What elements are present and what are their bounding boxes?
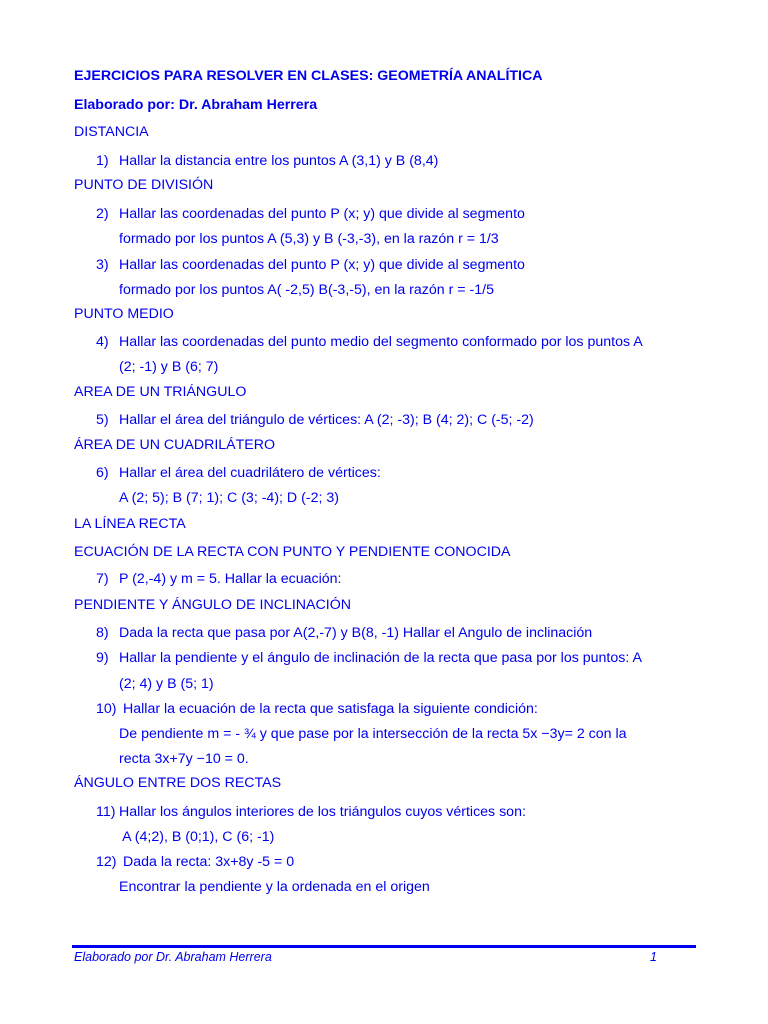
exercise-text: Hallar las coordenadas del punto P (x; y) que divide al segmento <box>119 257 525 273</box>
exercise-text: Hallar la pendiente y el ángulo de inclinación de la recta que pasa por los puntos: A <box>119 650 642 666</box>
exercise-1 <box>96 152 438 170</box>
exercise-10 <box>96 700 538 718</box>
section-heading-punto-division: PUNTO DE DIVISIÓN <box>74 177 214 193</box>
exercise-5 <box>96 411 534 429</box>
exercise-number: 6) <box>96 465 109 481</box>
exercise-number: 12) <box>96 854 117 870</box>
author-line: Elaborado por: Dr. Abraham Herrera <box>74 97 318 113</box>
exercise-12 <box>96 853 294 871</box>
exercise-6-continued: A (2; 5); B (7; 1); C (3; -4); D (-2; 3) <box>119 490 339 506</box>
exercise-9 <box>96 649 642 667</box>
exercise-number: 4) <box>96 334 109 350</box>
exercise-text: Hallar las coordenadas del punto medio del segmento conformado por los puntos A <box>119 334 643 350</box>
document-title: EJERCICIOS PARA RESOLVER EN CLASES: GEOMETRÍA ANALÍTICA <box>74 68 543 84</box>
exercise-3 <box>96 256 525 274</box>
exercise-4 <box>96 333 643 351</box>
exercise-11-continued: A (4;2), B (0;1), C (6; -1) <box>119 829 275 845</box>
exercise-2 <box>96 205 525 223</box>
exercise-3-continued: formado por los puntos A( -2,5) B(-3,-5), en la razón r = -1/5 <box>119 282 494 298</box>
section-heading-area-cuadrilatero: ÁREA DE UN CUADRILÁTERO <box>74 437 276 453</box>
exercise-number: 9) <box>96 650 109 666</box>
section-heading-ecuacion-recta: ECUACIÓN DE LA RECTA CON PUNTO Y PENDIENTE CONOCIDA <box>74 544 511 560</box>
exercise-text: Hallar los ángulos interiores de los triángulos cuyos vértices son: <box>119 804 526 820</box>
exercise-11 <box>96 803 526 821</box>
section-heading-area-triangulo: AREA DE UN TRIÁNGULO <box>74 384 247 400</box>
exercise-number: 1) <box>96 153 109 169</box>
exercise-7 <box>96 570 342 588</box>
exercise-2-continued: formado por los puntos A (5,3) y B (-3,-3), en la razón r = 1/3 <box>119 231 499 247</box>
exercise-text: Hallar el área del cuadrilátero de vértices: <box>119 465 381 481</box>
exercise-number: 5) <box>96 412 109 428</box>
exercise-text: Hallar el área del triángulo de vértices: A (2; -3); B (4; 2); C (-5; -2) <box>119 412 534 428</box>
section-heading-linea-recta: LA LÍNEA RECTA <box>74 516 186 532</box>
page-number: 1 <box>650 950 657 964</box>
exercise-text: Dada la recta: 3x+8y -5 = 0 <box>123 854 295 870</box>
exercise-text: Dada la recta que pasa por A(2,-7) y B(8, -1) Hallar el Angulo de inclinación <box>119 625 593 641</box>
exercise-text: P (2,-4) y m = 5. Hallar la ecuación: <box>119 571 342 587</box>
exercise-8 <box>96 624 592 642</box>
exercise-number: 10) <box>96 701 117 717</box>
exercise-number: 2) <box>96 206 109 222</box>
exercise-text: Hallar la distancia entre los puntos A (3,1) y B (8,4) <box>119 153 439 169</box>
exercise-10-continued: De pendiente m = - ¾ y que pase por la intersección de la recta 5x −3y= 2 con la <box>119 726 627 742</box>
exercise-6 <box>96 464 381 482</box>
section-heading-pendiente-angulo: PENDIENTE Y ÁNGULO DE INCLINACIÓN <box>74 597 351 613</box>
exercise-number: 11) <box>96 804 116 820</box>
exercise-text: Hallar las coordenadas del punto P (x; y) que divide al segmento <box>119 206 525 222</box>
exercise-10-continued: recta 3x+7y −10 = 0. <box>119 751 249 767</box>
exercise-4-continued: (2; -1) y B (6; 7) <box>119 359 219 375</box>
footer-author: Elaborado por Dr. Abraham Herrera <box>74 950 272 964</box>
exercise-number: 7) <box>96 571 109 587</box>
exercise-9-continued: (2; 4) y B (5; 1) <box>119 676 214 692</box>
exercise-number: 8) <box>96 625 109 641</box>
section-heading-distancia: DISTANCIA <box>74 124 149 140</box>
exercise-text: Hallar la ecuación de la recta que satisfaga la siguiente condición: <box>123 701 538 717</box>
exercise-12-continued: Encontrar la pendiente y la ordenada en el origen <box>119 879 430 895</box>
exercise-number: 3) <box>96 257 109 273</box>
footer-divider <box>72 945 696 948</box>
section-heading-angulo-rectas: ÁNGULO ENTRE DOS RECTAS <box>74 775 282 791</box>
section-heading-punto-medio: PUNTO MEDIO <box>74 306 174 322</box>
